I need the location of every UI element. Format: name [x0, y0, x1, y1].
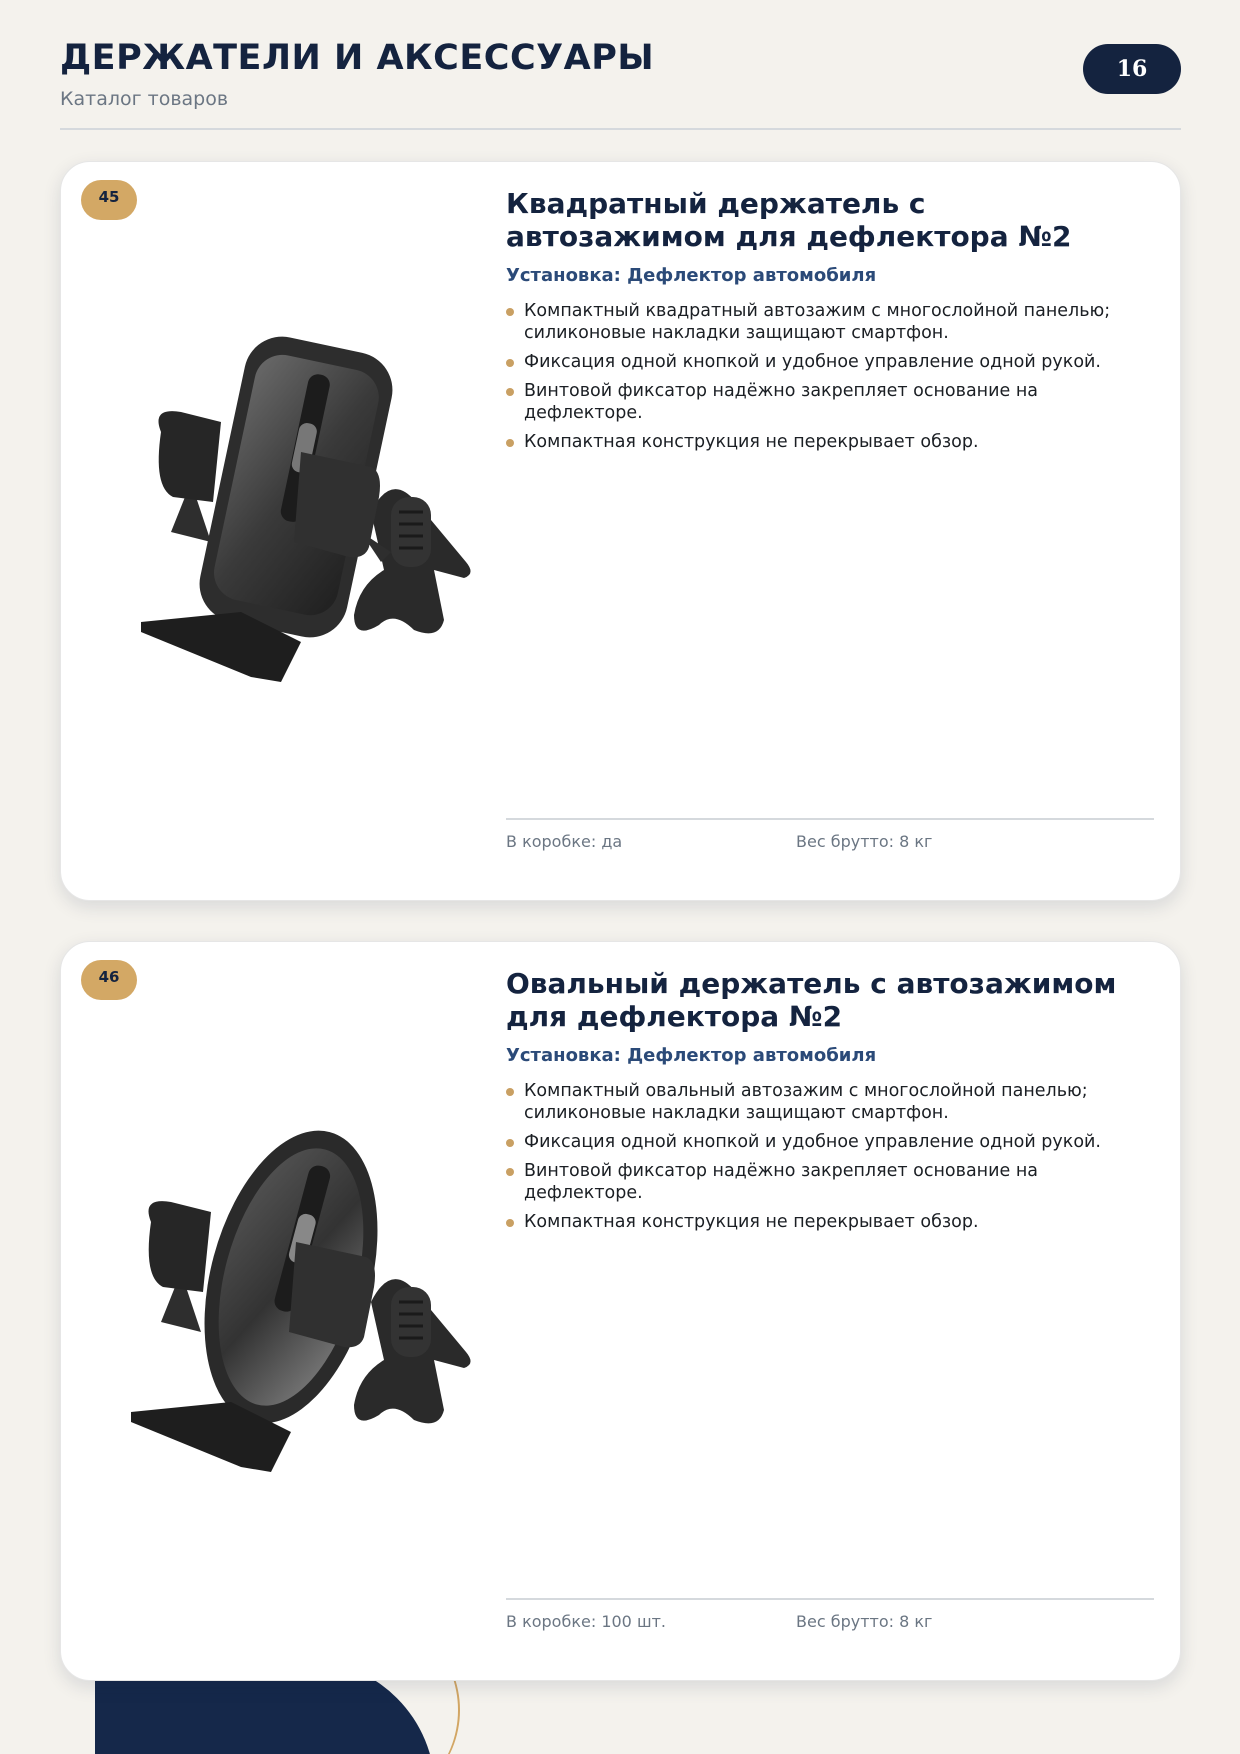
- product-footer: [506, 818, 1154, 851]
- feature-list: [506, 300, 1154, 453]
- feature-item: Компактная конструкция не перекрывает обзор.: [506, 431, 1154, 453]
- box-quantity: В коробке: да: [506, 832, 623, 851]
- feature-list: [506, 1080, 1154, 1233]
- feature-item: Фиксация одной кнопкой и удобное управление одной рукой.: [506, 351, 1154, 373]
- product-title: Квадратный держатель с автозажимом для дефлектора №2: [506, 187, 1072, 253]
- product-info: [506, 967, 1154, 1240]
- product-installation: Установка: Дефлектор автомобиля: [506, 265, 877, 286]
- product-card: [60, 941, 1181, 1681]
- gross-weight: Вес брутто: 8 кг: [796, 1612, 933, 1631]
- product-card: [60, 161, 1181, 901]
- page-subtitle: Каталог товаров: [60, 88, 229, 110]
- product-number-badge: 45: [81, 180, 137, 220]
- feature-item: Компактный квадратный автозажим с многослойной панелью; силиконовые накладки защищают смартфон.: [506, 300, 1154, 344]
- feature-item: Компактный овальный автозажим с многослойной панелью; силиконовые накладки защищают смартфон.: [506, 1080, 1154, 1124]
- feature-item: Компактная конструкция не перекрывает обзор.: [506, 1211, 1154, 1233]
- page-number-badge: 16: [1083, 44, 1181, 94]
- box-quantity: В коробке: 100 шт.: [506, 1612, 666, 1631]
- product-installation: Установка: Дефлектор автомобиля: [506, 1045, 877, 1066]
- phone-holder-oval-icon: [101, 1092, 521, 1472]
- feature-item: Фиксация одной кнопкой и удобное управление одной рукой.: [506, 1131, 1154, 1153]
- page-title: ДЕРЖАТЕЛИ И АКСЕССУАРЫ: [60, 38, 655, 78]
- product-title: Овальный держатель с автозажимом для дефлектора №2: [506, 967, 1117, 1033]
- feature-item: Винтовой фиксатор надёжно закрепляет основание на дефлекторе.: [506, 1160, 1154, 1204]
- feature-item: Винтовой фиксатор надёжно закрепляет основание на дефлекторе.: [506, 380, 1154, 424]
- product-footer: [506, 1598, 1154, 1631]
- product-info: [506, 187, 1154, 460]
- gross-weight: Вес брутто: 8 кг: [796, 832, 933, 851]
- product-number-badge: 46: [81, 960, 137, 1000]
- page-header: [60, 38, 1181, 130]
- phone-holder-square-icon: [101, 312, 521, 692]
